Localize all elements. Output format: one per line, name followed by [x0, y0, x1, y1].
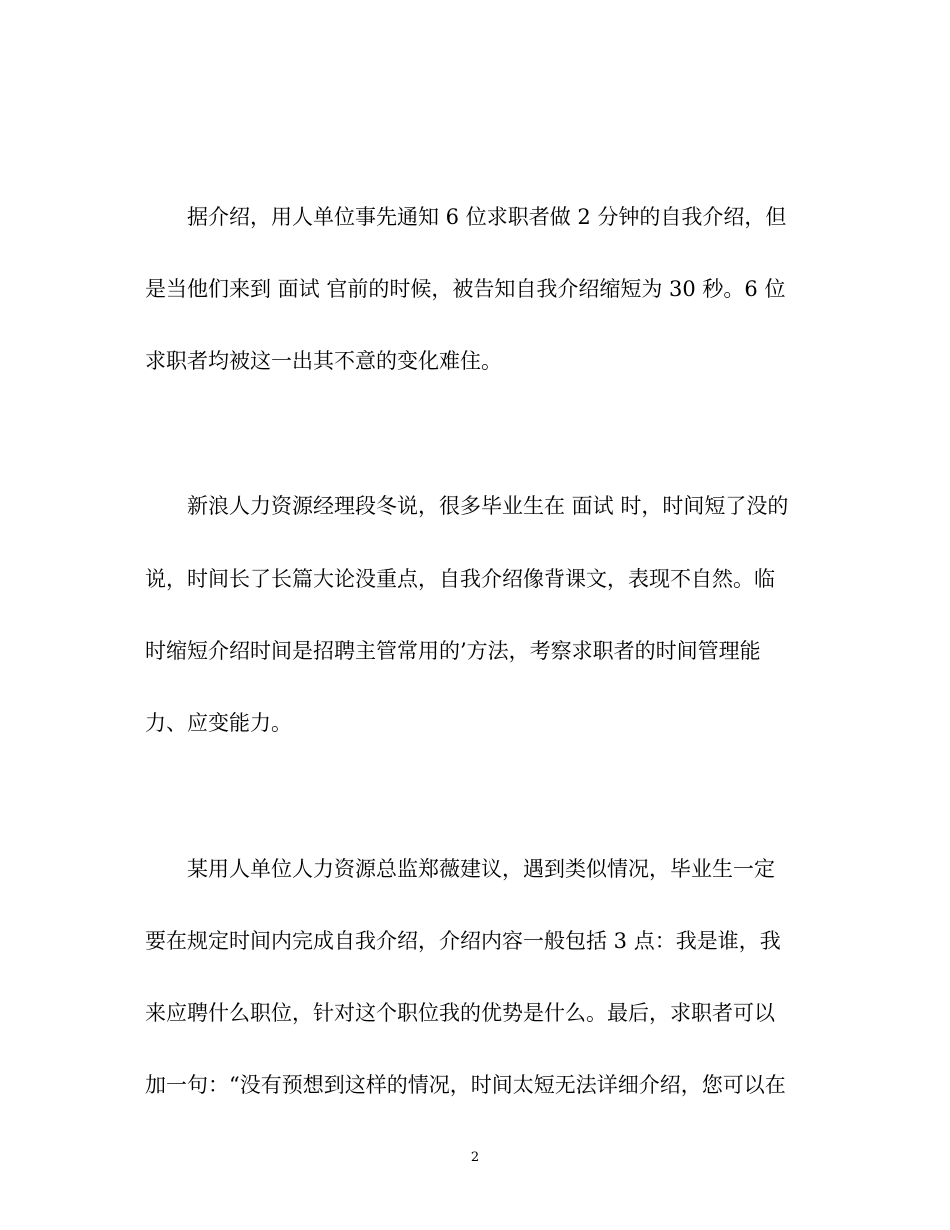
paragraph-line: 新浪人力资源经理段冬说，很多毕业生在 面试 时，时间短了没的 [145, 494, 789, 518]
paragraph-line: 力、应变能力。 [145, 711, 292, 735]
paragraph-line: 要在规定时间内完成自我介绍，介绍内容一般包括 3 点：我是谁，我 [145, 929, 781, 953]
paragraph-line: 说，时间长了长篇大论没重点，自我介绍像背课文，表现不自然。临 [145, 567, 775, 591]
paragraph-line: 来应聘什么职位，针对这个职位我的优势是什么。最后，求职者可以 [145, 1001, 775, 1025]
paragraph-line: 时缩短介绍时间是招聘主管常用的’方法，考察求职者的时间管理能 [145, 639, 761, 663]
paragraph-line: 是当他们来到 面试 官前的时候，被告知自我介绍缩短为 30 秒。6 位 [145, 277, 786, 301]
paragraph-line: 某用人单位人力资源总监郑薇建议，遇到类似情况，毕业生一定 [145, 857, 775, 881]
page-number: 2 [470, 1150, 480, 1165]
paragraph-line: 据介绍，用人单位事先通知 6 位求职者做 2 分钟的自我介绍，但 [145, 205, 787, 229]
paragraph-line: 求职者均被这一出其不意的变化难住。 [145, 349, 502, 373]
paragraph-line: 加一句：“没有预想到这样的情况，时间太短无法详细介绍，您可以在 [145, 1073, 786, 1097]
